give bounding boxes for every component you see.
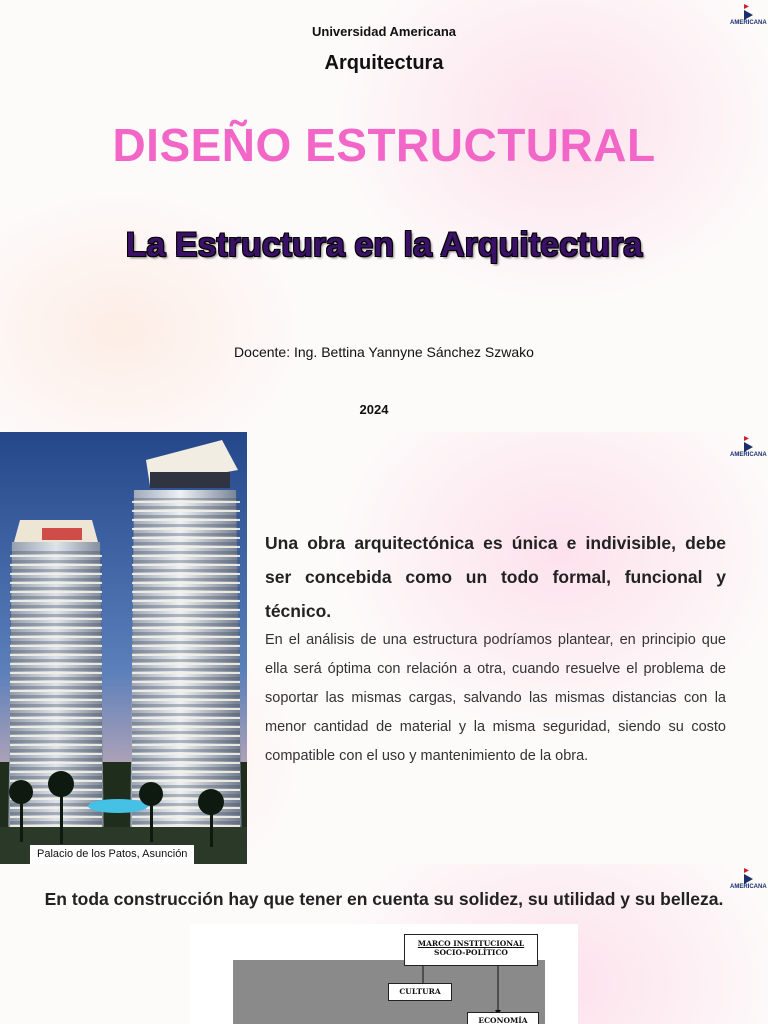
university-name: Universidad Americana [311, 24, 457, 39]
photo-caption: Palacio de los Patos, Asunción [30, 845, 194, 864]
career-name: Arquitectura [324, 52, 444, 74]
play-flag-icon [741, 4, 755, 20]
economia-box: ECONOMÍA [467, 1012, 539, 1024]
play-flag-icon [741, 868, 755, 884]
course-title: DISEÑO ESTRUCTURAL [112, 119, 656, 171]
year-label: 2024 [359, 402, 389, 417]
logo-text: AMERICANA [730, 20, 767, 26]
socio-politico-label: SOCIO-POLÍTICO [434, 948, 508, 957]
presentation-subtitle: La Estructura en la Arquitectura [125, 226, 643, 264]
body-paragraph: En el análisis de una estructura podríamos plantear, en principio que ella será óptima con relación a otra, cuando resuelve el problema de soportar las mismas cargas, salvando las mismas distancias con la menor cantidad de material y la misma seguridad, siendo su costo compatible con el uso y mantenimiento de la obra. [265, 632, 726, 764]
teacher-name: Docente: Ing. Bettina Yannyne Sánchez Szwako [234, 344, 534, 360]
cover-slide [0, 0, 768, 432]
marco-label: MARCO INSTITUCIONAL [417, 939, 525, 948]
university-logo [730, 436, 766, 466]
lead-paragraph: Una obra arquitectónica es única e indivisible, debe ser concebida como un todo formal, funcional y técnico. [265, 533, 726, 621]
principles-quote: En toda construcción hay que tener en cuenta su solidez, su utilidad y su belleza. [44, 889, 724, 909]
content-slide-structure [0, 432, 768, 864]
logo-text: AMERICANA [730, 452, 767, 458]
logo-text: AMERICANA [730, 884, 767, 890]
context-diagram [190, 924, 578, 1024]
content-slide-principles [0, 864, 768, 1024]
towers-photo [0, 432, 247, 864]
play-flag-icon [741, 436, 755, 452]
marco-institucional-box [404, 934, 538, 966]
cultura-box: CULTURA [388, 983, 452, 1001]
